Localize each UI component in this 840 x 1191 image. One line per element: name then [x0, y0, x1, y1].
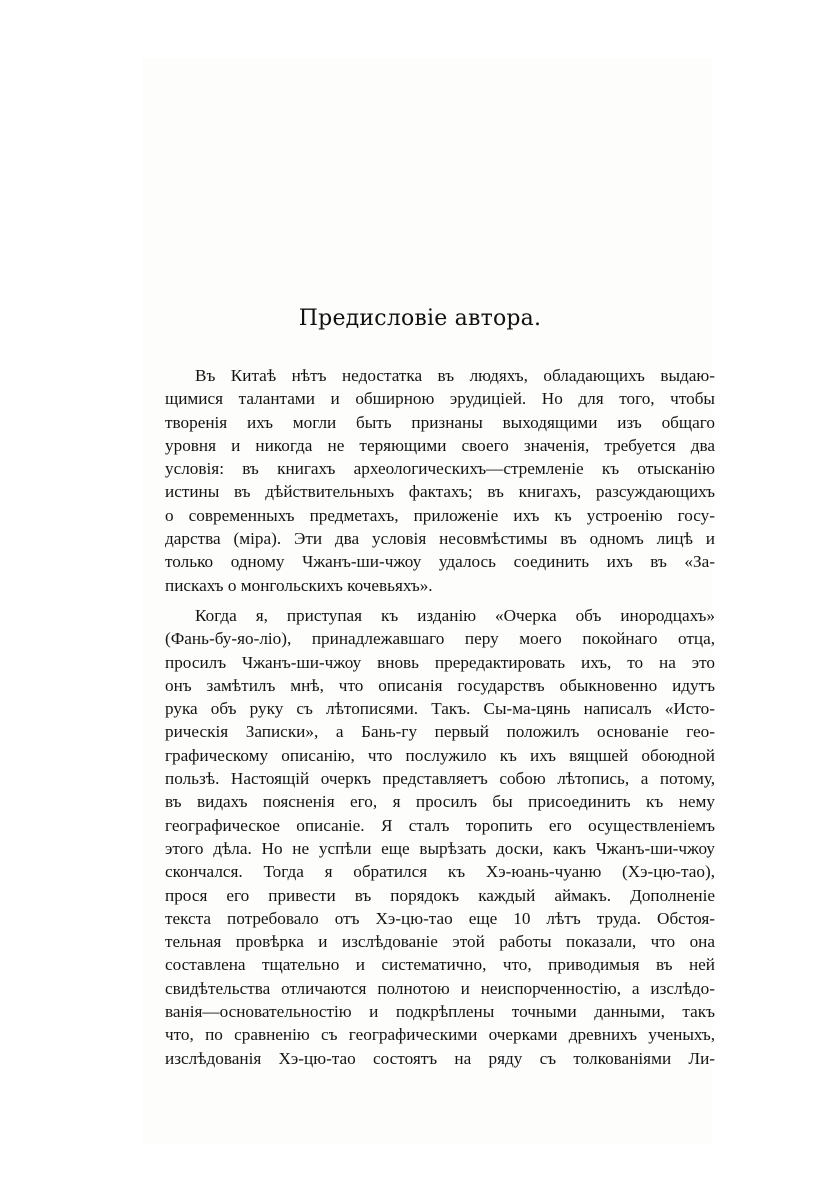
- text-line: тельная провѣрка и изслѣдованіе этой работы показали, что она: [165, 932, 715, 952]
- paragraph-1: [165, 364, 715, 597]
- text-line: просилъ Чжанъ-ши-чжоу вновь прередактировать ихъ, то на это: [165, 652, 715, 672]
- text-line: скончался. Тогда я обратился къ Хэ-юань-чуаню (Хэ-цю-тао),: [165, 862, 715, 882]
- text-line: рическія Записки», а Бань-гу первый положилъ основаніе гео-: [165, 722, 715, 742]
- text-line: рука объ руку съ лѣтописями. Такъ. Сы-ма-цянь написалъ «Исто-: [165, 699, 715, 719]
- text-line: прося его привести въ порядокъ каждый аймакъ. Дополненіе: [165, 885, 715, 905]
- text-line: щимися талантами и обширною эрудиціей. Но для того, чтобы: [165, 389, 715, 409]
- text-line: этого дѣла. Но не успѣли еще вырѣзать доски, какъ Чжанъ-ши-чжоу: [165, 838, 715, 858]
- page-title: Предисловіе автора.: [298, 306, 542, 331]
- text-line: составлена тщательно и систематично, что, приводимыя въ ней: [165, 955, 715, 975]
- text-line: изслѣдованія Хэ-цю-тао состоятъ на ряду съ толкованіями Ли-: [165, 1048, 715, 1068]
- text-line: Въ Китаѣ нѣтъ недостатка въ людяхъ, обладающихъ выдаю-: [195, 366, 715, 385]
- text-line: о современныхъ предметахъ, приложеніе ихъ къ устроенію госу-: [165, 505, 715, 525]
- text-line: текста потребовало отъ Хэ-цю-тао еще 10 лѣтъ труда. Обстоя-: [165, 908, 715, 928]
- paragraph-2: [165, 604, 715, 1070]
- text-line: (Фань-бу-яо-ліо), принадлежавшаго перу моего покойнаго отца,: [165, 629, 715, 649]
- text-line: творенія ихъ могли быть признаны выходящими изъ общаго: [165, 412, 715, 432]
- text-line: пискахъ о монгольскихъ кочевьяхъ».: [165, 575, 433, 595]
- text-line: условія: въ книгахъ археологическихъ—стремленіе къ отысканію: [165, 459, 715, 479]
- text-line: въ видахъ поясненія его, я просилъ бы присоединить къ нему: [165, 792, 715, 812]
- text-line: пользѣ. Настоящій очеркъ представляетъ собою лѣтопись, а потому,: [165, 769, 715, 789]
- text-line: истины въ дѣйствительныхъ фактахъ; въ книгахъ, разсуждающихъ: [165, 482, 715, 502]
- text-line: онъ замѣтилъ мнѣ, что описанія государствъ обыкновенно идутъ: [165, 675, 715, 695]
- text-line: свидѣтельства отличаются полнотою и неиспорченностію, а изслѣдо-: [165, 978, 715, 998]
- text-line: географическое описаніе. Я сталъ торопить его осуществленіемъ: [165, 815, 715, 835]
- text-line: ванія—основательностію и подкрѣплены точными данными, такъ: [165, 1002, 715, 1022]
- body-text: [165, 364, 715, 1070]
- text-line: дарства (міра). Эти два условія несовмѣстимы въ одномъ лицѣ и: [165, 529, 715, 549]
- text-line: Когда я, приступая къ изданію «Очерка объ инородцахъ»: [195, 605, 715, 625]
- text-line: что, по сравненію съ географическими очерками древнихъ ученыхъ,: [165, 1025, 715, 1045]
- text-line: уровня и никогда не теряющими своего значенія, требуется два: [165, 435, 715, 455]
- text-line: только одному Чжанъ-ши-чжоу удалось соединить ихъ въ «За-: [165, 552, 715, 572]
- text-line: графическому описанію, что послужило къ ихъ вящшей обоюдной: [165, 745, 715, 765]
